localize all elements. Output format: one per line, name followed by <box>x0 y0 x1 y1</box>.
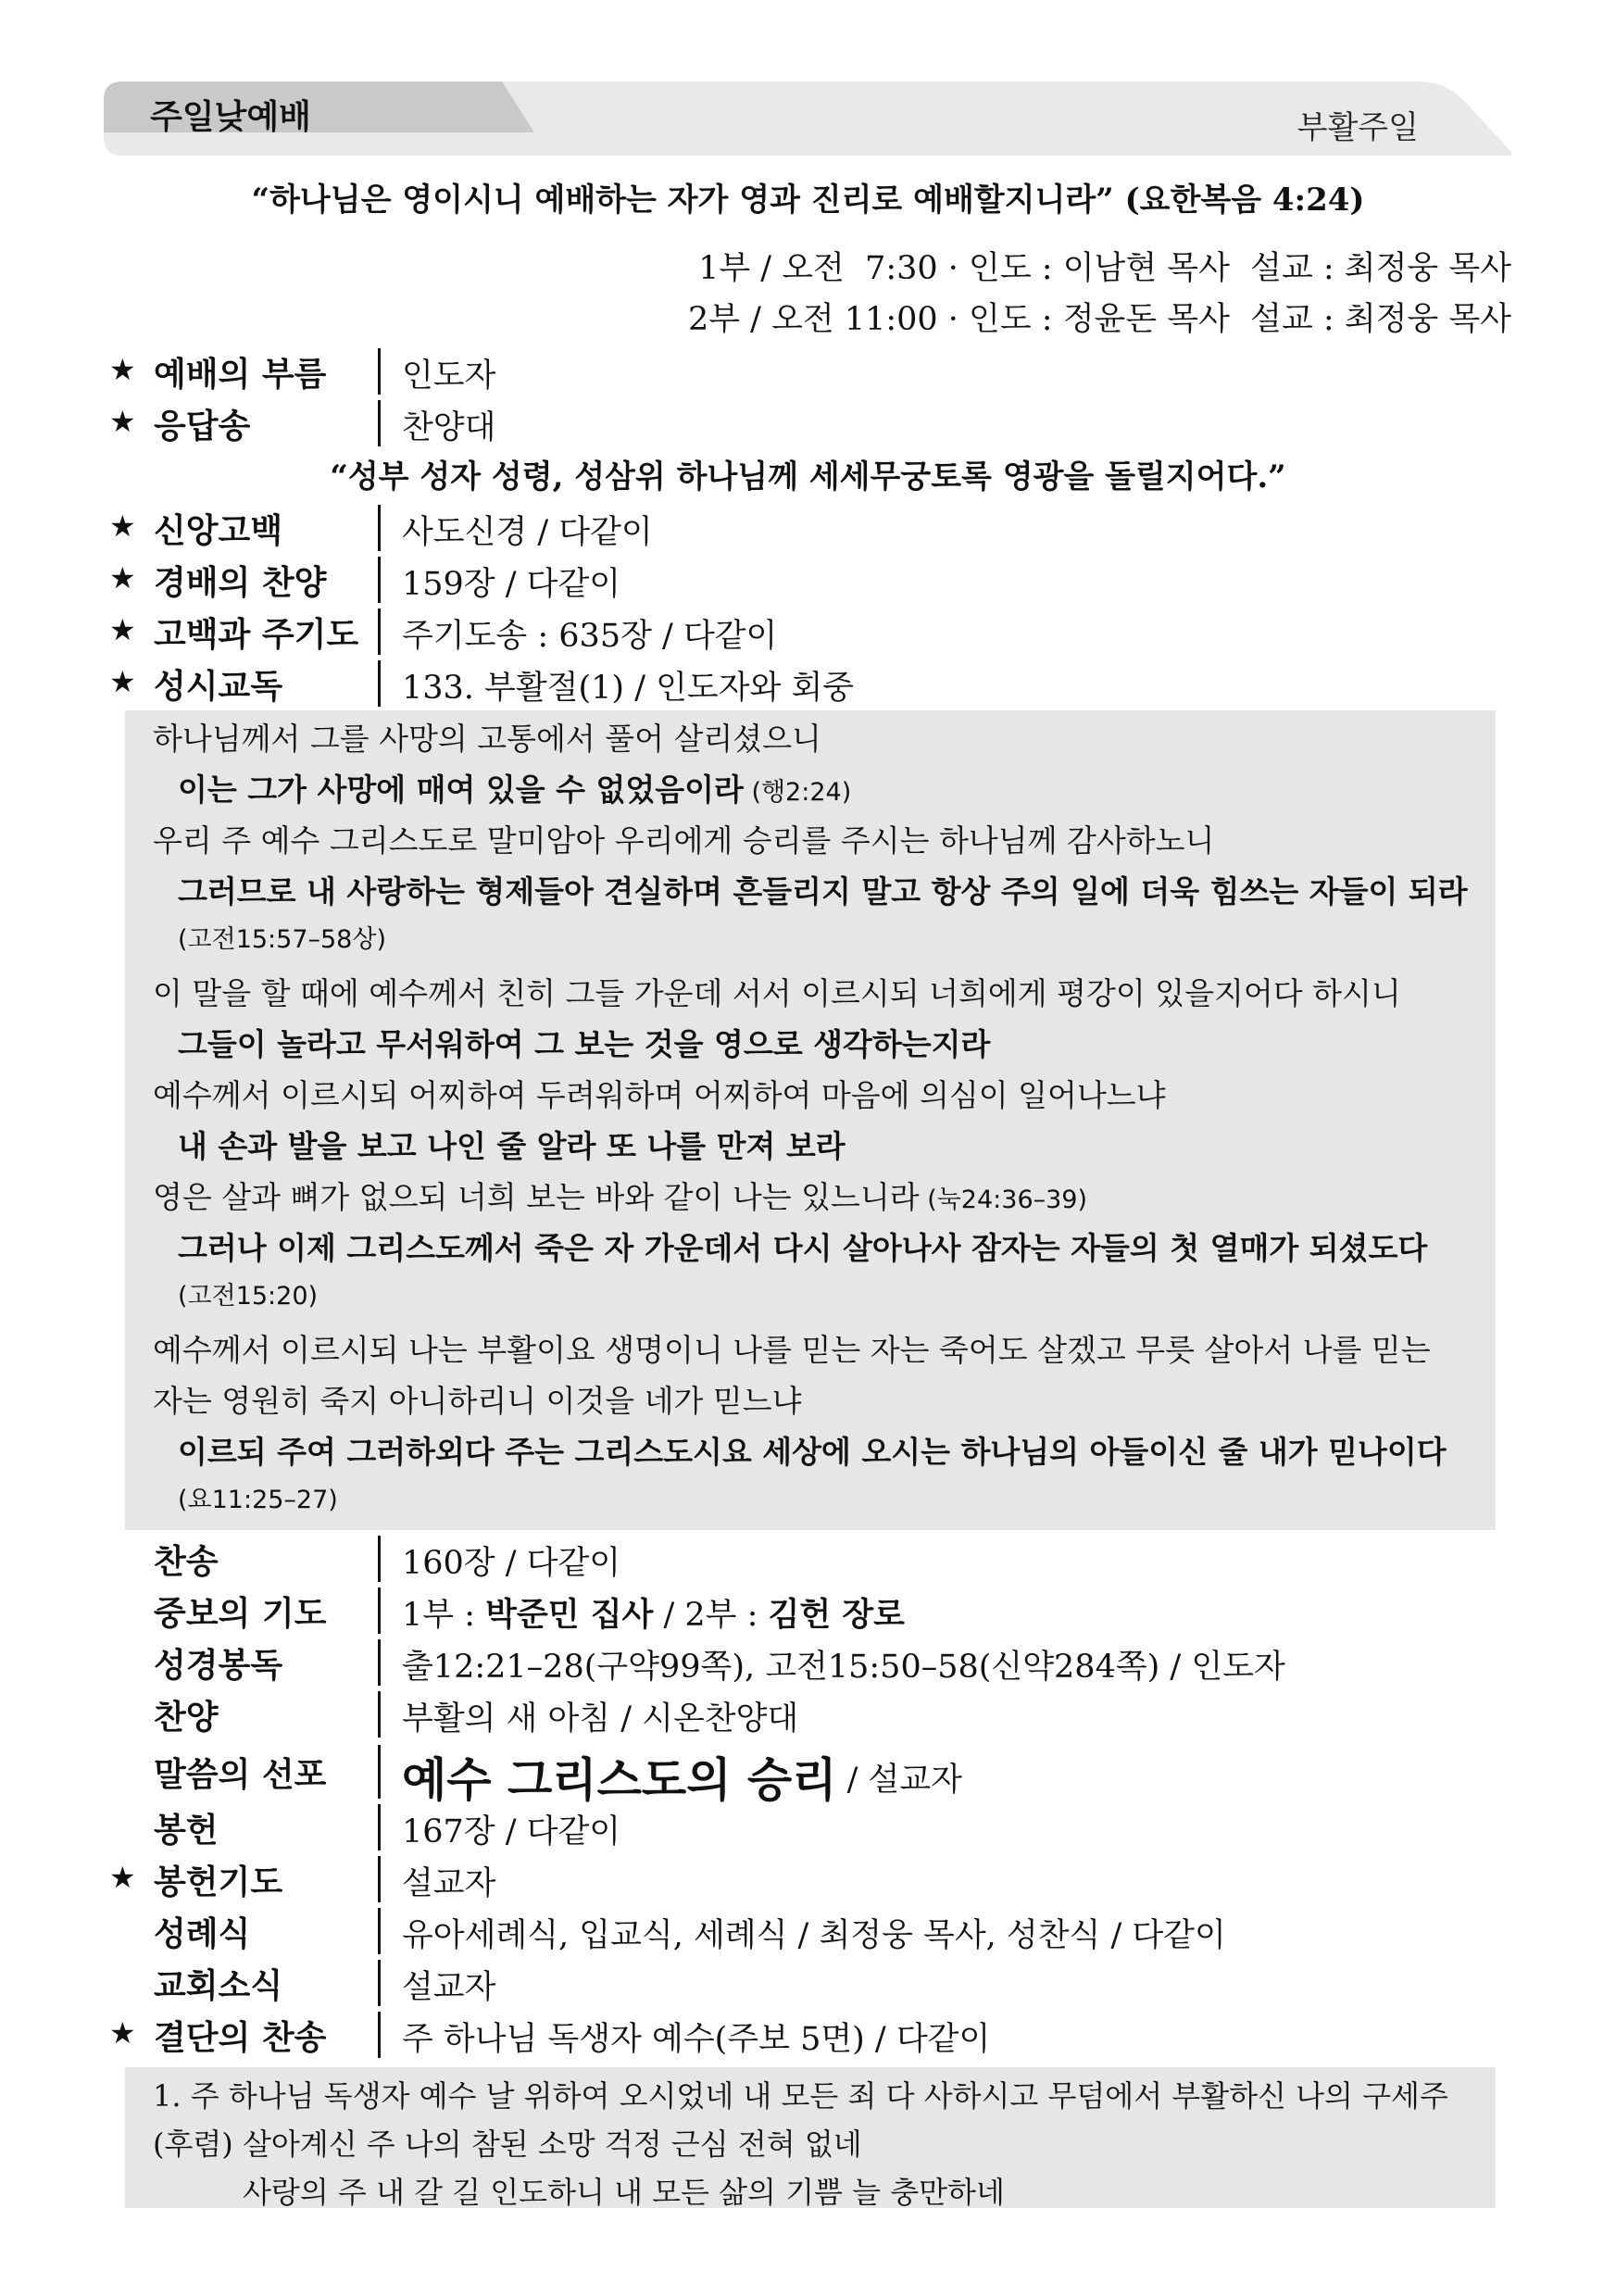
stand-star-icon: ★ <box>109 560 136 596</box>
order-row-intercession <box>109 1584 1517 1636</box>
prayer-service-2: / 2부 : <box>653 1597 769 1634</box>
reading-line-leader <box>153 1072 1166 1115</box>
reading-text: 이 말을 할 때에 예수께서 친히 그들 가운데 서서 이르시되 너희에게 평강이 있을지어다 하시니 <box>153 975 1401 1011</box>
reading-line-people <box>178 1428 1447 1472</box>
order-value: 159장 / 다같이 <box>402 566 621 603</box>
order-label: 말씀의 선포 <box>154 1756 327 1794</box>
order-value: 설교자 <box>402 1865 496 1902</box>
divider <box>378 1960 381 2006</box>
sermon-title: 예수 그리스도의 승리 <box>402 1753 837 1807</box>
order-label: 신앙고백 <box>154 512 283 550</box>
reading-text: 이르되 주여 그러하외다 주는 그리스도시요 세상에 오시는 하나님의 아들이신 줄 내가 믿나이다 <box>178 1434 1447 1470</box>
section-header <box>104 82 1511 156</box>
reading-line-people <box>178 1021 990 1064</box>
reading-text: 이는 그가 사망에 매여 있을 수 없었음이라 <box>178 772 744 808</box>
order-row-creed <box>109 501 1517 553</box>
order-row-response <box>109 396 1517 448</box>
order-row-praise <box>109 553 1517 605</box>
reading-line-people <box>178 868 1468 911</box>
order-row-church-news <box>109 1956 1517 2008</box>
divider <box>378 2012 381 2058</box>
order-value: 인도자 <box>402 358 496 395</box>
reading-text: 영은 살과 뼈가 없으되 너희 보는 바와 같이 나는 있느니라 <box>153 1179 920 1215</box>
order-value: 133. 부활절(1) / 인도자와 회중 <box>402 670 855 707</box>
reading-text: 그러나 이제 그리스도께서 죽은 자 가운데서 다시 살아나사 잠자는 자들의 첫 열매가 되셨도다 <box>178 1230 1428 1266</box>
hymn-lyric-line: 1. 주 하나님 독생자 예수 날 위하여 오시었네 내 모든 죄 다 사하시고 무덤에서 부활하신 나의 구세주 <box>153 2078 1448 2114</box>
occasion-label: 부활주일 <box>1297 109 1419 146</box>
sermon-preacher: / 설교자 <box>836 1762 962 1799</box>
order-value: 주기도송 : 635장 / 다같이 <box>402 618 778 655</box>
reading-text: 자는 영원히 죽지 아니하리니 이것을 네가 믿느냐 <box>153 1383 802 1419</box>
reading-text: (요11:25–27) <box>178 1486 338 1514</box>
order-value: 유아세례식, 입교식, 세례식 / 최정웅 목사, 성찬식 / 다같이 <box>402 1917 1226 1954</box>
service-1-info: 1부 / 오전 7:30 · 인도 : 이남현 목사 설교 : 최정웅 목사 <box>698 250 1511 287</box>
divider <box>378 1536 381 1582</box>
order-row-anthem <box>109 1687 1517 1739</box>
order-row-lords-prayer <box>109 605 1517 657</box>
reading-text: 예수께서 이르시되 어찌하여 두려워하며 어찌하여 마음에 의심이 일어나느냐 <box>153 1077 1166 1113</box>
stand-star-icon: ★ <box>109 2015 136 2051</box>
prayer-service-1: 1부 : <box>402 1597 486 1634</box>
service-2-info: 2부 / 오전 11:00 · 인도 : 정윤돈 목사 설교 : 최정웅 목사 <box>687 301 1511 338</box>
prayer-leader-2: 김헌 장로 <box>768 1597 905 1634</box>
reading-text: 그들이 놀라고 무서워하여 그 보는 것을 영으로 생각하는지라 <box>178 1026 991 1062</box>
stand-star-icon: ★ <box>109 508 136 544</box>
order-value <box>402 1589 905 1636</box>
order-value: 160장 / 다같이 <box>402 1545 621 1582</box>
order-row-sacraments <box>109 1904 1517 1956</box>
order-label: 성례식 <box>154 1915 251 1953</box>
stand-star-icon: ★ <box>109 352 136 387</box>
order-value: 출12:21–28(구약99쪽), 고전15:50–58(신약284쪽) / 인도자 <box>402 1649 1285 1686</box>
order-label: 예배의 부름 <box>154 356 327 394</box>
order-row-offering <box>109 1800 1517 1852</box>
hymn-lyric-line: 사랑의 주 내 갈 길 인도하니 내 모든 삶의 기쁨 늘 충만하네 <box>243 2175 1005 2210</box>
reading-text: 예수께서 이르시되 나는 부활이요 생명이니 나를 믿는 자는 죽어도 살겠고 무릇 살아서 나를 믿는 <box>153 1332 1431 1368</box>
reading-line-leader <box>153 715 821 759</box>
stand-star-icon: ★ <box>109 612 136 647</box>
prayer-leader-1: 박준민 집사 <box>485 1597 654 1634</box>
divider <box>378 609 381 655</box>
order-value: 167장 / 다같이 <box>402 1813 621 1851</box>
reading-text: 우리 주 예수 그리스도로 말미암아 우리에게 승리를 주시는 하나님께 감사하노니 <box>153 822 1215 859</box>
divider <box>378 1856 381 1902</box>
motto-verse: “하나님은 영이시니 예배하는 자가 영과 진리로 예배할지니라” (요한복음 4:24) <box>251 182 1365 219</box>
stand-star-icon: ★ <box>109 664 136 699</box>
reading-text: 하나님께서 그를 사망의 고통에서 풀어 살리셨으니 <box>153 721 821 757</box>
divider <box>378 400 381 446</box>
reading-line-people <box>178 1123 846 1166</box>
reading-line-leader <box>153 970 1401 1013</box>
order-row-hymn <box>109 1532 1517 1584</box>
divider <box>378 1908 381 1954</box>
order-label: 봉헌 <box>154 1812 219 1850</box>
order-row-scripture <box>109 1636 1517 1687</box>
order-value: 부활의 새 아침 / 시온찬양대 <box>402 1700 799 1738</box>
order-label: 찬양 <box>154 1699 219 1737</box>
divider <box>378 1587 381 1634</box>
order-label: 찬송 <box>154 1543 219 1581</box>
order-value: 찬양대 <box>402 409 496 446</box>
reading-line-leader <box>153 1173 1087 1217</box>
order-label: 성경봉독 <box>154 1647 283 1685</box>
order-label: 성시교독 <box>154 668 283 706</box>
reading-line-people <box>178 1224 1427 1268</box>
stand-star-icon: ★ <box>109 404 136 439</box>
order-label: 경배의 찬양 <box>154 564 327 602</box>
divider <box>378 505 381 551</box>
order-label: 중보의 기도 <box>154 1595 327 1633</box>
reading-line-refline <box>178 919 386 955</box>
worship-title: 주일낮예배 <box>150 98 311 136</box>
divider <box>378 660 381 707</box>
doxology-text: “성부 성자 성령, 성삼위 하나님께 세세무궁토록 영광을 돌릴지어다.” <box>330 458 1286 496</box>
order-label: 봉헌기도 <box>154 1863 283 1901</box>
stand-star-icon: ★ <box>109 1860 136 1895</box>
order-row-call-to-worship <box>109 345 1517 396</box>
reading-text: 내 손과 발을 보고 나인 줄 알라 또 나를 만져 보라 <box>178 1128 846 1164</box>
reading-line-leader <box>153 817 1214 860</box>
reading-text: 그러므로 내 사랑하는 형제들아 견실하며 흔들리지 말고 항상 주의 일에 더욱 힘쓰는 자들이 되라 <box>178 873 1468 910</box>
reading-line-people <box>178 766 851 809</box>
reading-line-refline <box>178 1479 338 1515</box>
divider <box>378 1804 381 1851</box>
order-value: 설교자 <box>402 1969 496 2006</box>
order-row-responsive-reading <box>109 657 1517 709</box>
order-row-closing-hymn <box>109 2008 1517 2060</box>
order-label: 응답송 <box>154 408 251 445</box>
order-value: 주 하나님 독생자 예수(주보 5면) / 다같이 <box>402 2021 991 2058</box>
order-row-offering-prayer <box>109 1852 1517 1904</box>
reading-text: (고전15:57–58상) <box>178 925 386 954</box>
reading-line-leader <box>153 1377 802 1421</box>
divider <box>378 348 381 395</box>
hymn-lyric-line: (후렴) 살아계신 주 나의 참된 소망 걱정 근심 전혀 없네 <box>153 2127 862 2162</box>
order-label: 고백과 주기도 <box>154 616 359 654</box>
order-label: 교회소식 <box>154 1967 283 2005</box>
reading-reference: (눅24:36–39) <box>919 1186 1088 1214</box>
order-row-sermon <box>109 1741 1517 1807</box>
divider <box>378 557 381 603</box>
order-label: 결단의 찬송 <box>154 2019 327 2057</box>
divider <box>378 1691 381 1738</box>
reading-text: (고전15:20) <box>178 1282 319 1311</box>
reading-reference: (행2:24) <box>743 778 852 807</box>
reading-line-leader <box>153 1326 1431 1370</box>
order-value: 사도신경 / 다같이 <box>402 514 653 551</box>
divider <box>378 1745 381 1799</box>
divider <box>378 1639 381 1686</box>
reading-line-refline <box>178 1275 318 1311</box>
